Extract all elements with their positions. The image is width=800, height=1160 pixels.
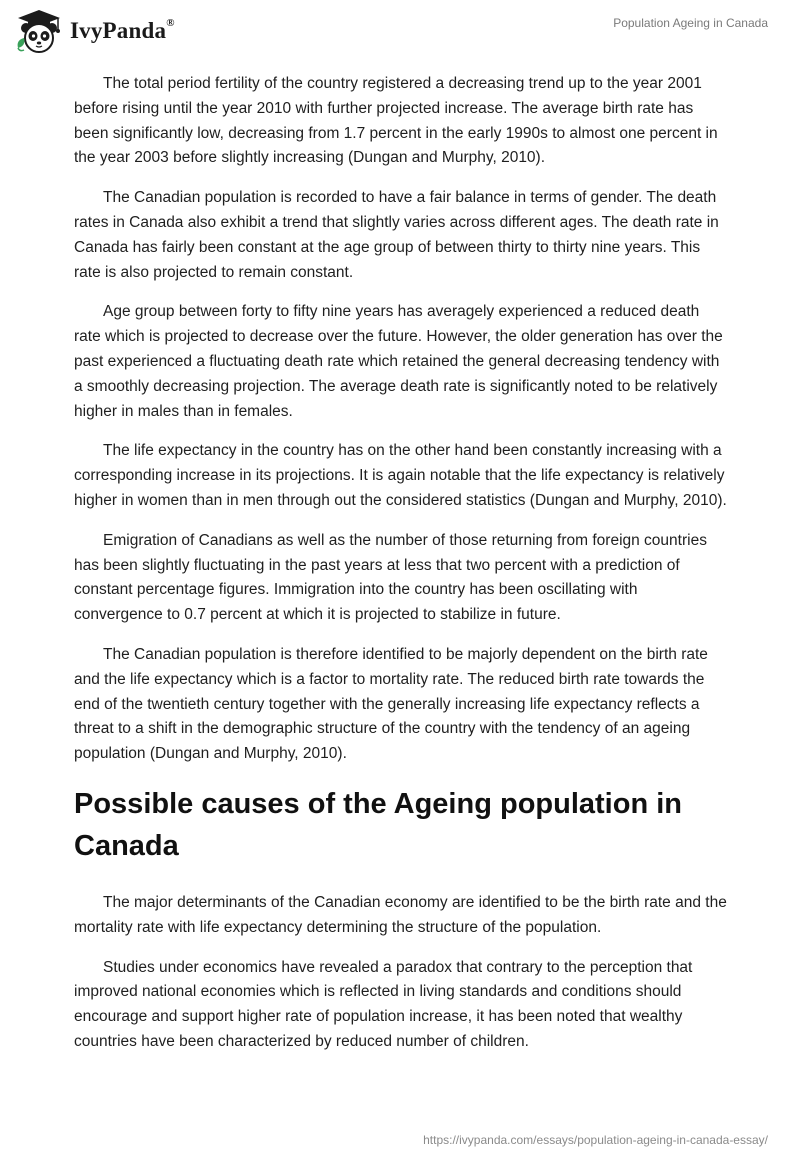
registered-mark: ® xyxy=(166,17,175,30)
paragraph: The Canadian population is recorded to have a fair balance in terms of gender. The death rates in Canada also exhibit a trend that slightly varies across different ages. The death rate in Canada has fairly been constant at the age group of between thirty to thirty nine years. This rate is also projected to remain constant. xyxy=(74,189,719,281)
paragraph: Emigration of Canadians as well as the number of those returning from foreign countries has been slightly fluctuating in the past years at less that two percent with a prediction of constant percentage figures. Immigration into the country has been oscillating with convergence to 0.7 percent at which it is projected to stabilize in future. xyxy=(74,531,707,624)
paragraph: The life expectancy in the country has on the other hand been constantly increasing with a corresponding increase in its projections. It is again notable that the life expectancy is relatively higher in women than in men through out the considered statistics (Dungan and Murphy, 2010). xyxy=(74,442,727,509)
paragraph: Age group between forty to fifty nine years has averagely experienced a reduced death rate which is projected to decrease over the future. However, the older generation has over the past experienced a fluctuating death rate which retained the general decreasing tendency with a smoothly decreasing projection. The average death rate is significantly noted to be relatively higher in males than in females. xyxy=(74,303,723,420)
essay-content xyxy=(74,72,728,1070)
paragraph: The major determinants of the Canadian economy are identified to be the birth rate and the mortality rate with life expectancy determining the structure of the population. xyxy=(74,893,727,936)
paragraph: The total period fertility of the country registered a decreasing trend up to the year 2001 before rising until the year 2010 with further projected increase. The average birth rate has been significantly low, decreasing from 1.7 percent in the early 1990s to almost one percent in the year 2003 before slightly increasing (Dungan and Murphy, 2010). xyxy=(74,75,718,167)
page-header xyxy=(0,0,800,64)
source-url[interactable]: https://ivypanda.com/essays/population-ageing-in-canada-essay/ xyxy=(423,1133,768,1147)
document-title: Population Ageing in Canada xyxy=(613,16,768,30)
paragraph: The Canadian population is therefore identified to be majorly dependent on the birth rate and the life expectancy which is a factor to mortality rate. The reduced birth rate towards the end of the twentieth century together with the generally increasing life expectancy reflects a threat to a shift in the demographic structure of the country with the tendency of an ageing population (Dungan and Murphy, 2010). xyxy=(74,645,708,763)
paragraph: Studies under economics have revealed a paradox that contrary to the perception that improved national economies which is reflected in living standards and conditions should encourage and support higher rate of population increase, it has been noted that wealthy countries have been characterized by reduced number of children. xyxy=(74,958,693,1050)
section-heading: Possible causes of the Ageing population in Canada xyxy=(74,787,682,862)
panda-graduate-icon xyxy=(14,8,64,54)
ivypanda-logo[interactable] xyxy=(14,8,175,54)
brand-name: IvyPanda® xyxy=(70,17,175,43)
